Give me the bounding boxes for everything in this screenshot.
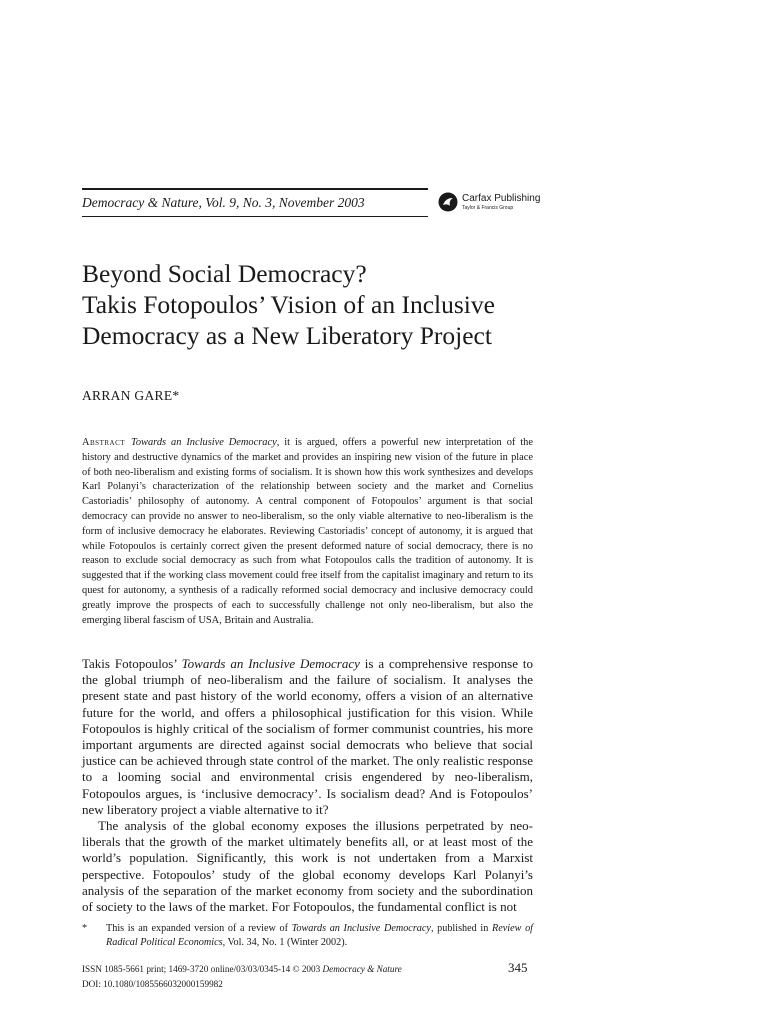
title-line: Takis Fotopoulos’ Vision of an Inclusive	[82, 290, 495, 319]
abstract	[82, 436, 533, 628]
title-line: Democracy as a New Liberatory Project	[82, 321, 492, 350]
publisher-group: Taylor & Francis Group	[462, 205, 514, 211]
book-title: Towards an Inclusive Democracy	[181, 656, 360, 671]
body-text	[82, 656, 533, 915]
issn-journal: Democracy & Nature	[322, 964, 402, 974]
paragraph-text: is a comprehensive response to the global triumph of neo-liberalism and the failure of socialism. It analyses the present state and past history of the world economy, offers a vision of an alternative future for the world, and offers a philosophical justification for this vision. While Fotopoulos is highly critical of the socialism of former communist countries, his more important arguments are directed against social democrats who believe that social justice can be achieved through state control of the market. The only realistic response to a looming social and environmental crisis engendered by neo-liberalism, Fotopoulos argues, is ‘inclusive democracy’. Is socialism dead? And is Fotopoulos’ new liberatory project a viable alternative to it?	[82, 656, 533, 817]
doi-line: DOI: 10.1080/1085566032000159982	[82, 979, 223, 989]
footnote-tail: , Vol. 34, No. 1 (Winter 2002).	[222, 937, 348, 948]
title-line: Beyond Social Democracy?	[82, 259, 367, 288]
abstract-label: Abstract	[82, 437, 126, 448]
footnote	[82, 922, 533, 950]
body-paragraph	[82, 656, 533, 818]
body-paragraph: The analysis of the global economy exposes the illusions perpetrated by neo-liberals that the growth of the market ultimately benefits all, or at least most of the world’s population. Significantly, this work is not undertaken from a Marxist perspective. Fotopoulos’ study of the global economy develops Karl Polanyi’s analysis of the separation of the market economy from society and the subordination of society to the laws of the market. For Fotopoulos, the fundamental conflict is not	[82, 818, 533, 915]
footnote-mid: , published in	[430, 923, 492, 934]
paragraph-lead: Takis Fotopoulos’	[82, 656, 182, 671]
author-name: ARRAN GARE*	[82, 388, 180, 403]
issn-text: ISSN 1085-5661 print; 1469-3720 online/03/03/0345-14 © 2003	[82, 964, 323, 974]
issn-line	[82, 964, 402, 974]
publisher-block	[438, 191, 541, 215]
footnote-text	[106, 922, 533, 950]
journal-header	[82, 188, 428, 217]
article-title	[82, 258, 552, 351]
page-number: 345	[508, 960, 528, 975]
publisher-name: Carfax Publishing	[462, 193, 541, 204]
journal-citation: Democracy & Nature, Vol. 9, No. 3, November 2003	[82, 195, 365, 210]
carfax-logo-icon	[438, 192, 458, 212]
footnote-book-title: Towards an Inclusive Democracy	[291, 923, 431, 934]
abstract-book-title: Towards an Inclusive Democracy	[131, 437, 277, 448]
abstract-text: , it is argued, offers a powerful new interpretation of the history and destructive dynamics of the market and provides an inspiring new vision of the future in place of both neo-liberalism and existing forms of socialism. It is shown how this work synthesizes and develops Karl Polanyi’s characterization of the relationship between society and the market and Cornelius Castoriadis’ philosophy of autonomy. A central component of Fotopoulos’ argument is that social democracy can provide no answer to neo-liberalism, so the only viable alternative to neo-liberalism is the form of inclusive democracy he elaborates. Reviewing Castoriadis’ concept of autonomy, it is argued that while Fotopoulos is certainly correct given the present deformed nature of social democracy, there is no reason to exclude social democracy as such from what Fotopoulos calls the tradition of autonomy. It is suggested that if the working class movement could free itself from the capitalist imaginary and return to its quest for autonomy, a synthesis of a radically reformed social democracy and inclusive democracy could greatly improve the prospects of each to successfully challenge not only neo-liberalism, but also the emerging liberal fascism of USA, Britain and Australia.	[82, 437, 533, 626]
footnote-mark: *	[82, 923, 88, 934]
footnote-lead: This is an expanded version of a review of	[106, 923, 292, 934]
footnote-journal: Review of Radical Political Economics	[106, 923, 533, 948]
